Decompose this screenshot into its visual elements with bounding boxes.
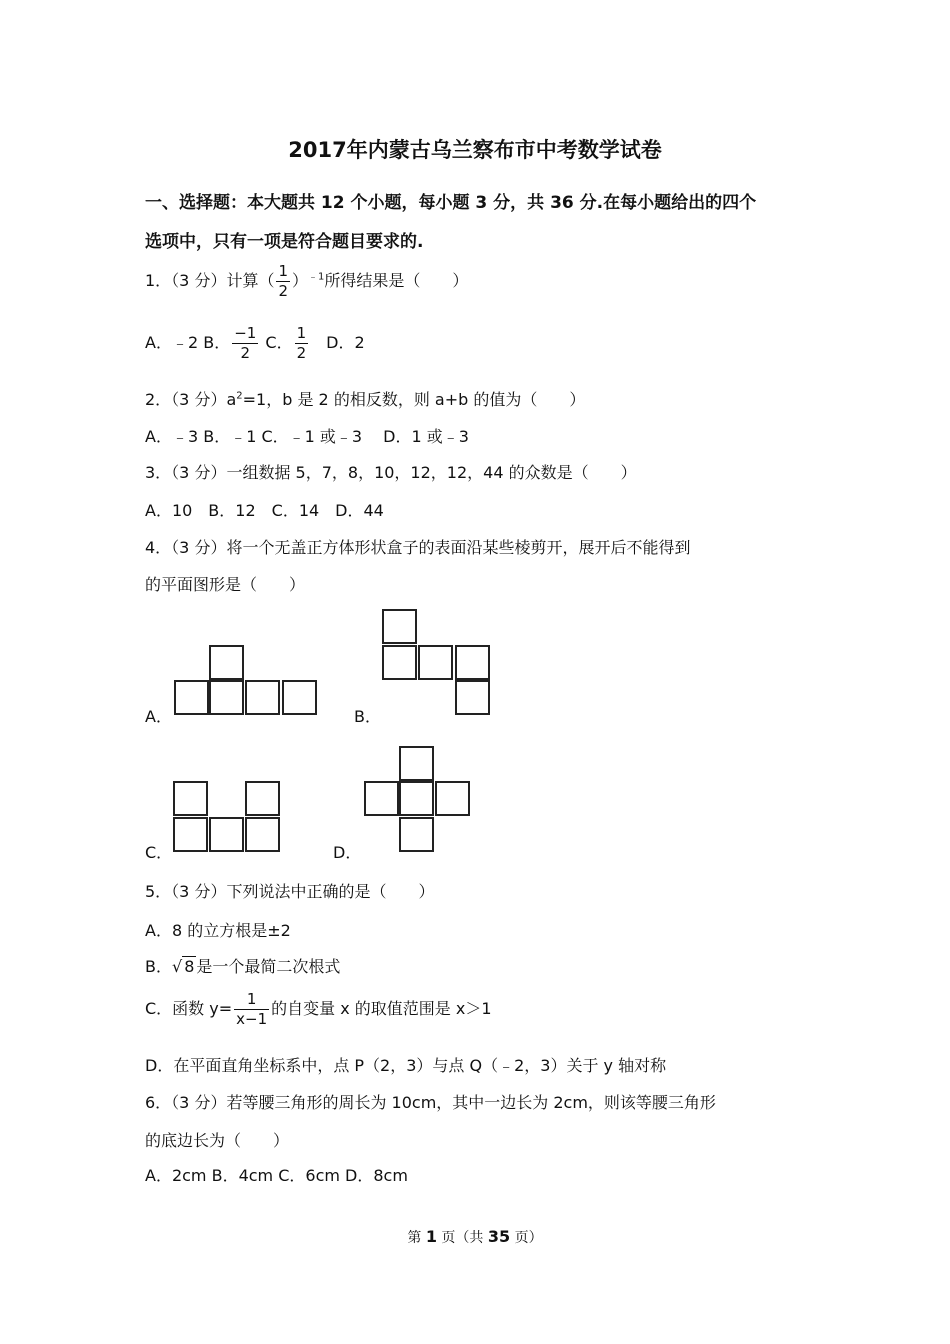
q1-suffix: 所得结果是（ ） bbox=[324, 271, 469, 290]
q1-option-c-fraction: $\frac{1}{2}$ bbox=[296, 324, 307, 362]
net-square bbox=[455, 645, 490, 680]
question-4-line1: 4．（3 分）将一个无盖正方体形状盒子的表面沿某些棱剪开，展开后不能得到 bbox=[145, 538, 691, 557]
q1-closing-paren: ） bbox=[292, 271, 309, 290]
net-square bbox=[364, 781, 399, 816]
question-1-options bbox=[145, 326, 365, 361]
q1-option-c-label: C． bbox=[260, 333, 293, 352]
net-square bbox=[245, 817, 280, 852]
q1-option-d: D．2 bbox=[310, 333, 365, 352]
q1-option-a: A．﹣2 B． bbox=[145, 333, 231, 352]
section-heading-line1: 一、选择题：本大题共 12 个小题，每小题 3 分，共 36 分.在每小题给出的四个 bbox=[145, 193, 757, 213]
net-square bbox=[245, 680, 280, 715]
q1-prefix: 1．（3 分）计算（ bbox=[145, 271, 275, 290]
total-pages: 35 bbox=[487, 1227, 511, 1246]
question-5-option-c: C．函数 y= $\frac{1}{x-1}$ 的自变量 x 的取值范围是 x＞1 bbox=[145, 990, 492, 1028]
page-title: 2017年内蒙古乌兰察布市中考数学试卷 bbox=[288, 138, 662, 162]
question-4-line2: 的平面图形是（ ） bbox=[145, 575, 306, 594]
net-square bbox=[173, 817, 208, 852]
page-number: 1 bbox=[425, 1227, 437, 1246]
net-square bbox=[382, 645, 417, 680]
q5-function-fraction: $\frac{1}{x-1}$ bbox=[236, 990, 268, 1028]
question-6-line1: 6．（3 分）若等腰三角形的周长为 10cm，其中一边长为 2cm，则该等腰三角形 bbox=[145, 1093, 716, 1112]
question-3: 3．（3 分）一组数据 5，7，8，10，12，12，44 的众数是（ ） bbox=[145, 463, 637, 482]
question-3-options: A．10 B．12 C．14 D．44 bbox=[145, 501, 384, 520]
section-heading-line2: 选项中，只有一项是符合题目要求的. bbox=[145, 232, 424, 252]
q1-option-b-fraction: $\frac{-1}{2}$ bbox=[234, 324, 257, 362]
net-square bbox=[418, 645, 453, 680]
question-6-options: A．2cm B．4cm C．6cm D．8cm bbox=[145, 1166, 408, 1185]
net-square bbox=[245, 781, 280, 816]
net-square bbox=[173, 781, 208, 816]
net-square bbox=[399, 746, 434, 781]
q1-fraction: $\frac{1}{2}$ bbox=[278, 262, 288, 300]
question-2-options: A．﹣3 B．﹣1 C．﹣1 或﹣3 D．1 或﹣3 bbox=[145, 427, 469, 446]
net-square bbox=[209, 645, 244, 680]
question-5: 5．（3 分）下列说法中正确的是（ ） bbox=[145, 882, 435, 901]
net-square bbox=[209, 680, 244, 715]
net-square bbox=[282, 680, 317, 715]
net-square bbox=[382, 609, 417, 644]
sqrt-8: √ 8 bbox=[171, 957, 195, 976]
net-square bbox=[399, 817, 434, 852]
question-5-option-d: D．在平面直角坐标系中，点 P（2，3）与点 Q（﹣2，3）关于 y 轴对称 bbox=[145, 1056, 667, 1075]
question-5-option-a: A．8 的立方根是±2 bbox=[145, 921, 291, 940]
net-square bbox=[399, 781, 434, 816]
net-square bbox=[174, 680, 209, 715]
q4-label-c: C． bbox=[145, 843, 173, 862]
net-square bbox=[435, 781, 470, 816]
net-square bbox=[455, 680, 490, 715]
question-2: 2．（3 分）$a^2=1$，b 是 2 的相反数，则 a+b 的值为（ ） bbox=[145, 390, 586, 409]
page-footer: 第 1 页（共 35 页） bbox=[407, 1227, 543, 1246]
net-square bbox=[209, 817, 244, 852]
q4-label-d: D． bbox=[333, 843, 362, 862]
question-5-option-b: B．√ 8 是一个最简二次根式 bbox=[145, 957, 341, 976]
question-1 bbox=[145, 264, 468, 299]
q4-label-b: B． bbox=[354, 707, 381, 726]
q4-label-a: A． bbox=[145, 707, 172, 726]
question-6-line2: 的底边长为（ ） bbox=[145, 1131, 290, 1150]
q1-exponent: ﹣1 bbox=[308, 271, 325, 283]
